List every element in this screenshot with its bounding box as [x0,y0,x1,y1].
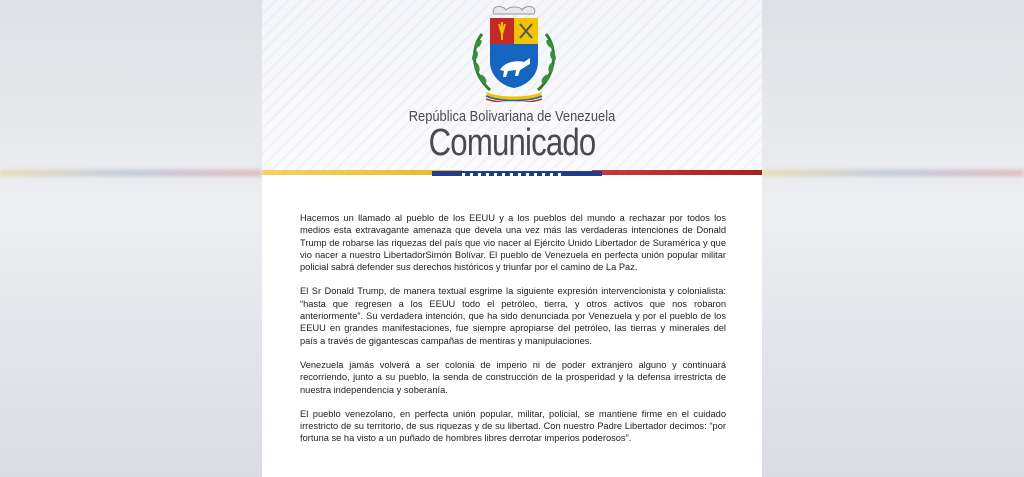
page-title: Comunicado [428,122,596,164]
blurred-background-left [0,0,262,477]
paragraph: El Sr Donald Trump, de manera textual esgrime la siguiente expresión intervencionista y colonialista: “hasta que regresen a los EEUU todo el petróleo, tierra, y otros activos que nos robaron anteriormente”. Su verdadera intención, que ha sido denunciada por Venezuela y por el pueblo de los EEUU en grandes manifestaciones, fue siempre apropiarse del petróleo, las tierras y minerales del país a través de gigantescas campañas de mentiras y manipulaciones. [300,286,726,346]
paragraph: Hacemos un llamado al pueblo de los EEUU y a los pueblos del mundo a rechazar por todos los medios esta extravagante amenaza que devela una vez más las verdaderas intenciones de Donald Trump de robarse las riquezas del país que vio nacer al Ejército Unido Libertador de Suramérica y que vio nacer a nuestro LibertadorSimón Bolívar. El pueblo de Venezuela en perfecta unión popular militar policial sabrá defender sus derechos históricos y triunfar por el camino de La Paz. [300,213,726,273]
flag-color-divider [262,170,762,176]
paragraph: Venezuela jamás volverá a ser colonia de imperio ni de poder extranjero alguno y continuará recorriendo, junto a su pueblo, la senda de construcción de la prosperidad y la defensa irrestricta de nuestra independencia y soberanía. [300,359,726,395]
venezuela-coat-of-arms-icon [460,4,568,102]
letterhead [262,0,762,172]
paragraph: El pueblo venezolano, en perfecta unión popular, militar, policial, se mantiene firme en el cuidado irrestricto de su territorio, de sus riquezas y de su libertad. Con nuestro Padre Libertador decimos: “por fortuna se ha visto a un puñado de hombres libres derrotar imperios poderosos”. [300,408,726,444]
document-page [262,0,762,477]
document-body [300,212,726,457]
blurred-background-right [762,0,1024,477]
subtitle: República Bolivariana de Venezuela [408,108,616,125]
